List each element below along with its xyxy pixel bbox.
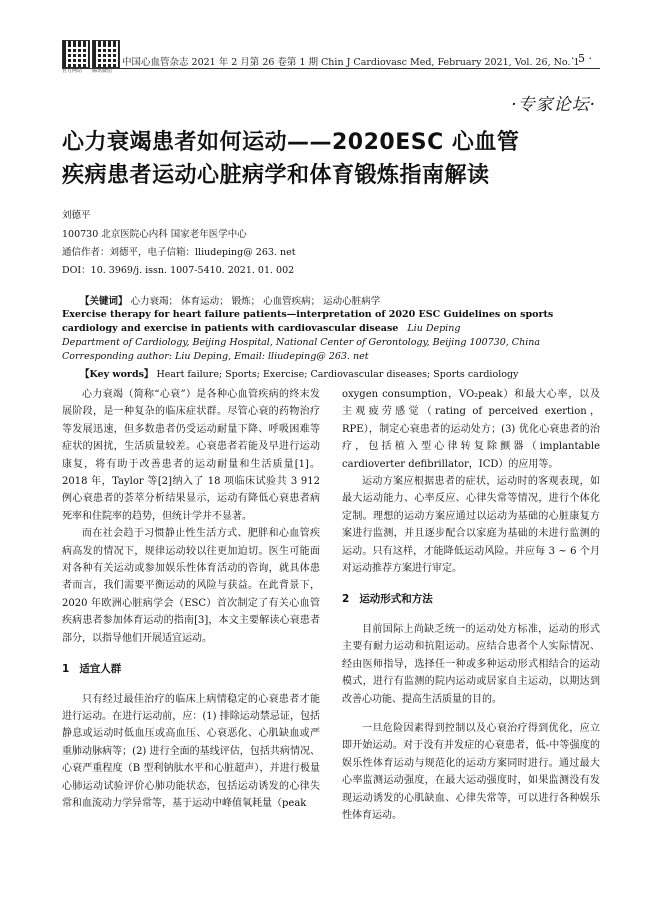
right-paragraph-2: 运动方案应根据患者的症状，运动时的客观表现，如最大运动能力、心率反应、心律失常等情况，进行个体化定制。理想的运动方案应通过以运动为基础的心脏康复方案进行监测，并且逐步配合以家庭为基础的未进行监测的运动。只有这样，才能降低运动风险。并应每 3 ~ 6 个月对运动推荐方案进行审定。 — [342, 476, 600, 575]
corresponding-author: 通信作者：刘德平，电子信箱：lliudeping@ 263. net — [62, 247, 296, 258]
header-divider — [62, 68, 600, 69]
english-keywords — [80, 366, 518, 380]
right-paragraph-3: 目前国际上尚缺乏统一的运动处方标准，运动的形式主要有耐力运动和抗阻运动。应结合患者个人实际情况、经由医师指导，选择任一种或多种运动形式相结合的运动模式，进行有监测的院内运动或居家自主运动，以期达到改善心功能、提高生活质量的目的。 — [342, 623, 600, 705]
section-heading-1-text: 适宜人群 — [79, 663, 122, 676]
section-heading-1-number: 1 — [62, 663, 70, 676]
english-title-line-2 — [62, 323, 460, 334]
left-paragraph-3: 只有经过最佳治疗的临床上病情稳定的心衰患者才能进行运动。在进行运动前，应：(1) 排除运动禁忌证，包括静息或运动时低血压或高血压、心衰恶化、心肌缺血或严重肺动脉病等；(2) 进行全面的基线评估，包括共病情况、心衰严重程度（B 型利钠肽水平和心脏超声），并进行极量心肺运动试验评价心肺功能状态，包括运动诱发的心律失常和血流动力学异常等，基于运动中峰值氧耗量（peak — [62, 693, 320, 809]
section-heading-2-number: 2 — [342, 593, 350, 606]
section-heading-2 — [342, 591, 600, 608]
right-paragraph-4: 一旦危险因素得到控制以及心衰治疗得到优化，应立即开始运动。对于没有并发症的心衰患者，低-中等强度的娱乐性体育运动与规范化的运动方案同时进行。通过最大心率监测运动强度，在最大运动强度时，如果监测没有发现运动诱发的心肌缺血、心律失常等，可以进行各种娱乐性体育运动。 — [342, 722, 600, 821]
wechat-qr-icon — [92, 40, 120, 68]
left-paragraph-1: 心力衰竭（简称“心衰”）是各种心血管疾病的终末发展阶段，是一种复杂的临床症状群。尽管心衰的药物治疗等发展迅速，但多数患者仍受运动耐量下降、呼吸困难等症状的困扰，生活质量较差。心衰患者若能及早进行运动康复，将有助于改善患者的运动耐量和生活质量[1]。2018 年，Taylor 等[2]纳入了 18 项临床试验共 3 912 例心衰患者的荟萃分析结果显示，运动有降低心衰患者病死率和住院率的趋势，但统计学并不显著。 — [62, 389, 320, 522]
affiliation: 100730 北京医院心内科 国家老年医学中心 — [62, 229, 247, 240]
english-title-line-2-text: cardiology and exercise in patients with cardiovascular disease — [62, 323, 399, 334]
qr-caption-site: 官方网站 — [62, 68, 83, 74]
section-heading-2-text: 运动形式和方法 — [359, 593, 433, 606]
left-column — [62, 386, 320, 812]
right-paragraph-1: oxygen consumption，VO₂peak）和最大心率，以及主观疲劳感觉（rating of perceived exertion，RPE），制定心衰患者的运动处方；(3) 优化心衰患者的治疗，包括植入型心律转复除颤器（implantable cardioverter defibrillator，ICD）的应用等。 — [342, 389, 600, 470]
english-author: Liu Deping — [407, 323, 461, 334]
english-title-line-1: Exercise therapy for heart failure patients—interpretation of 2020 ESC Guidelines on sports — [62, 309, 554, 320]
keywords-cn-text: 心力衰竭； 体育运动； 锻炼； 心血管疾病； 运动心脏病学 — [130, 296, 381, 307]
section-label: ·专家论坛· — [511, 95, 596, 115]
english-keywords-label: 【Key words】 — [80, 369, 154, 380]
qr-caption-wechat: 腾讯微信 — [92, 68, 113, 74]
section-heading-1 — [62, 661, 320, 678]
journal-header: 中国心血管杂志 2021 年 2 月第 26 卷第 1 期 Chin J Cardiovasc Med, February 2021, Vol. 26, No. 1 — [122, 57, 580, 68]
right-column — [342, 386, 600, 824]
english-affiliation: Department of Cardiology, Beijing Hospital, National Center of Gerontology, Beijing 100730, China — [62, 337, 541, 348]
english-keywords-text: Heart failure; Sports; Exercise; Cardiovascular diseases; Sports cardiology — [156, 369, 519, 380]
keywords-cn — [80, 293, 380, 307]
official-site-qr-icon — [62, 40, 90, 68]
page-number: · 5 · — [571, 52, 592, 65]
article-title-line-1: 心力衰竭患者如何运动——2020ESC 心血管 — [62, 130, 520, 155]
doi: DOI：10. 3969/j. issn. 1007-5410. 2021. 01. 002 — [62, 265, 295, 276]
keywords-cn-label: 【关键词】 — [80, 296, 128, 307]
left-paragraph-2: 而在社会趋于习惯静止性生活方式、肥胖和心血管疾病高发的情况下，规律运动较以往更加迫切。医生可能面对各种有关运动或参加娱乐性体育活动的咨询，就具体患者而言，我们需要平衡运动的风险与获益。在此背景下，2020 年欧洲心脏病学会（ESC）首次制定了有关心血管疾病患者参加体育运动的指南[3]，本文主要解读心衰患者部分，以指导他们开展适宜运动。 — [62, 528, 320, 644]
author: 刘德平 — [62, 210, 91, 221]
article-title-line-2: 疾病患者运动心脏病学和体育锻炼指南解读 — [62, 163, 490, 188]
english-corresponding: Corresponding author: Liu Deping, Email: lliudeping@ 263. net — [62, 351, 369, 362]
